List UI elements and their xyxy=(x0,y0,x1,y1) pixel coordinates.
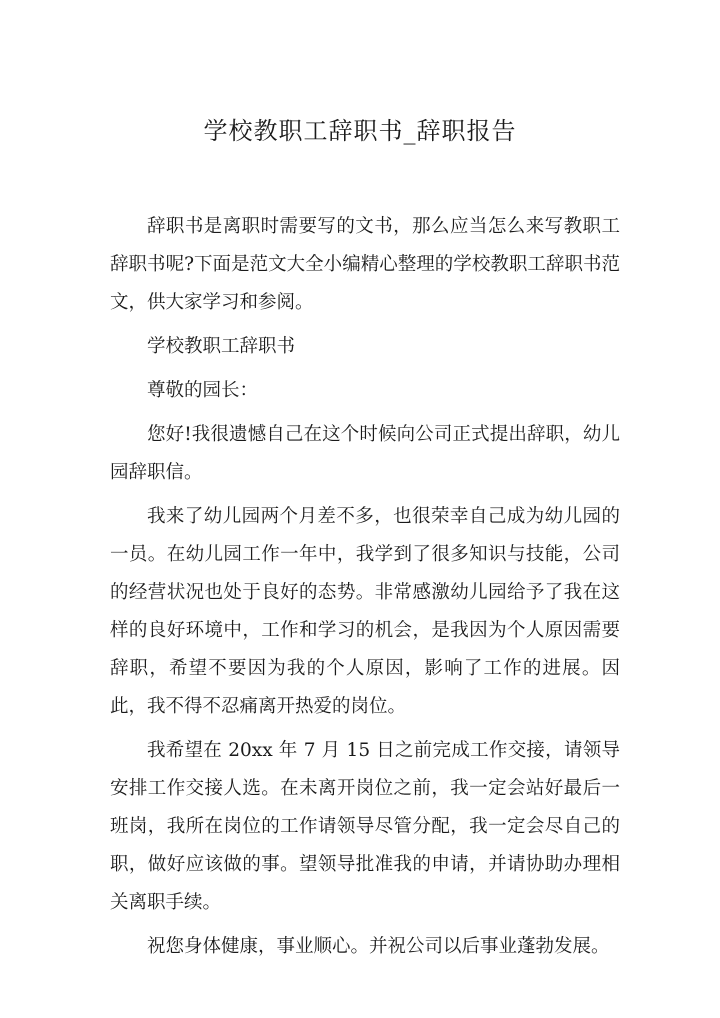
letter-heading: 学校教职工辞职书 xyxy=(147,336,296,357)
page-title: 学校教职工辞职书_辞职报告 xyxy=(203,117,517,145)
salutation: 尊敬的园长： xyxy=(147,380,259,401)
body-paragraph: 我来了幼儿园两个月差不多，也很荣幸自己成为幼儿园的一员。在幼儿园工作一年中，我学到了很多知识与技能，公司的经营状况也处于良好的态势。非常感激幼儿园给予了我在这样的良好环境中，工作和学习的机会，是我因为个人原因需要辞职，希望不要因为我的个人原因，影响了工作的进展。因此，我不得不忍痛离开热爱的岗位。 xyxy=(110,506,620,717)
intro-paragraph: 辞职书是离职时需要写的文书，那么应当怎么来写教职工辞职书呢?下面是范文大全小编精心整理的学校教职工辞职书范文，供大家学习和参阅。 xyxy=(110,216,620,313)
closing-paragraph: 祝您身体健康，事业顺心。并祝公司以后事业蓬勃发展。 xyxy=(147,936,610,957)
handover-paragraph: 我希望在 20xx 年 7 月 15 日之前完成工作交接，请领导安排工作交接人选。在未离开岗位之前，我一定会站好最后一班岗，我所在岗位的工作请领导尽管分配，我一定会尽自己的职，做好应该做的事。望领导批准我的申请，并请协助办理相关离职手续。 xyxy=(110,740,620,913)
opening-paragraph: 您好!我很遗憾自己在这个时候向公司正式提出辞职，幼儿园辞职信。 xyxy=(110,424,620,483)
document-body xyxy=(110,208,620,972)
